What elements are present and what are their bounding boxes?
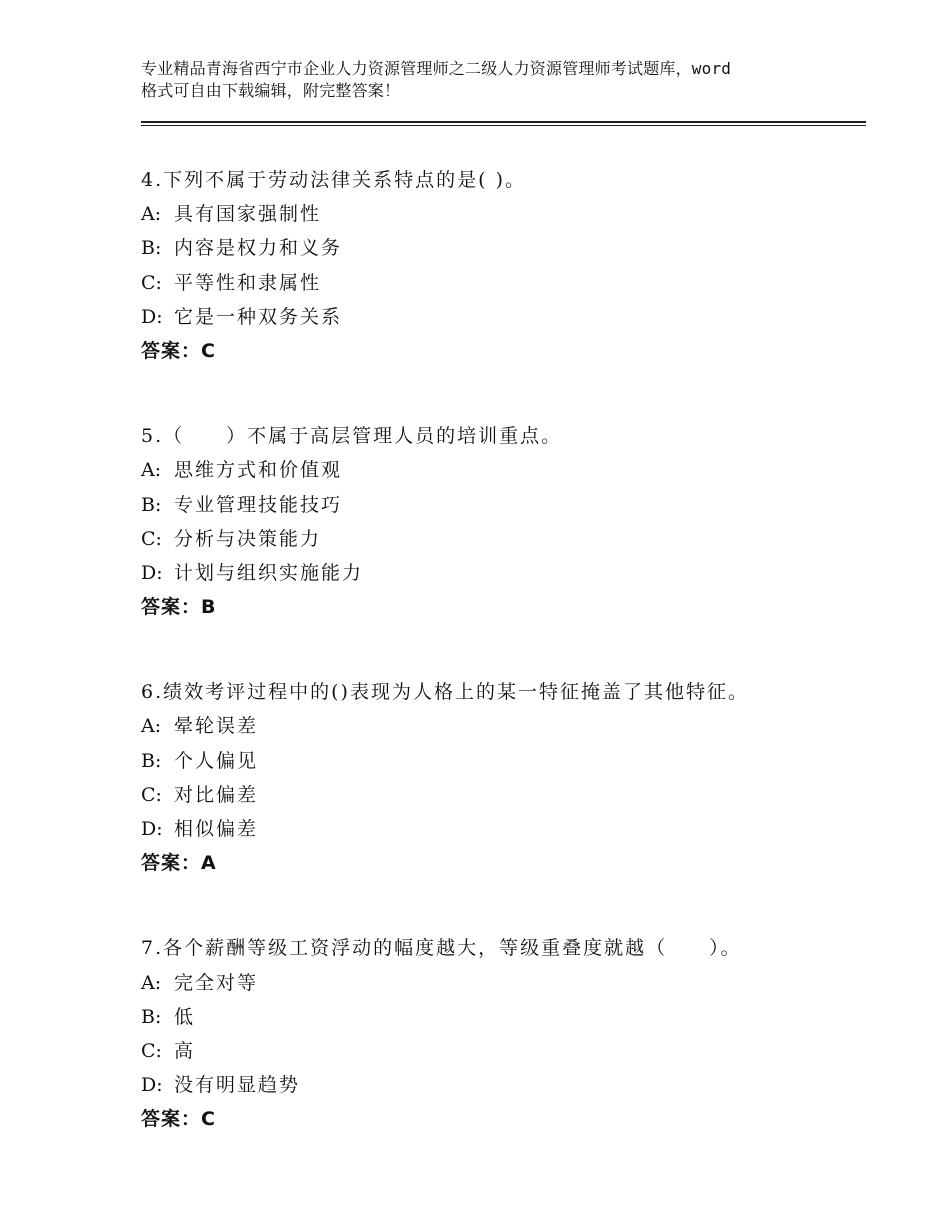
option-text: 内容是权力和义务 bbox=[174, 237, 343, 260]
question-stem: 4.下列不属于劳动法律关系特点的是( )。 bbox=[141, 169, 526, 191]
document-header bbox=[141, 58, 841, 102]
option-letter: A: bbox=[141, 459, 162, 482]
option-a bbox=[141, 966, 866, 1000]
option-text: 完全对等 bbox=[174, 971, 259, 994]
option-text: 晕轮误差 bbox=[174, 715, 259, 738]
option-c bbox=[141, 266, 866, 300]
option-letter: C: bbox=[141, 527, 162, 550]
option-letter: D: bbox=[141, 561, 163, 584]
option-a bbox=[141, 197, 866, 231]
option-text: 它是一种双务关系 bbox=[174, 305, 343, 328]
option-text: 对比偏差 bbox=[174, 783, 259, 806]
option-text: 高 bbox=[174, 1039, 196, 1062]
option-d bbox=[141, 556, 866, 590]
question-stem: 6.绩效考评过程中的()表现为人格上的某一特征掩盖了其他特征。 bbox=[141, 681, 749, 704]
option-b bbox=[141, 231, 866, 265]
option-letter: A: bbox=[141, 715, 162, 738]
question-6 bbox=[141, 675, 866, 880]
header-line-1: 专业精品青海省西宁市企业人力资源管理师之二级人力资源管理师考试题库，word bbox=[141, 59, 732, 78]
answer-label: 答案：C bbox=[141, 1108, 216, 1131]
option-text: 个人偏见 bbox=[174, 749, 259, 772]
option-c bbox=[141, 522, 866, 556]
option-letter: C: bbox=[141, 1039, 162, 1062]
option-text: 平等性和隶属性 bbox=[174, 271, 322, 294]
option-letter: A: bbox=[141, 971, 162, 994]
option-letter: B: bbox=[141, 493, 162, 516]
option-letter: C: bbox=[141, 783, 162, 806]
answer-label: 答案：B bbox=[141, 596, 217, 619]
option-letter: D: bbox=[141, 1074, 163, 1097]
question-5 bbox=[141, 419, 866, 624]
option-text: 低 bbox=[174, 1005, 196, 1028]
option-text: 计划与组织实施能力 bbox=[174, 561, 364, 584]
option-letter: B: bbox=[141, 237, 162, 260]
option-text: 思维方式和价值观 bbox=[174, 459, 343, 482]
answer-label: 答案：A bbox=[141, 852, 217, 875]
option-b bbox=[141, 1000, 866, 1034]
option-letter: B: bbox=[141, 1005, 162, 1028]
option-letter: D: bbox=[141, 305, 163, 328]
option-text: 没有明显趋势 bbox=[174, 1074, 301, 1097]
option-c bbox=[141, 778, 866, 812]
question-stem: 5.（ ）不属于高层管理人员的培训重点。 bbox=[141, 425, 563, 448]
option-letter: B: bbox=[141, 749, 162, 772]
question-list bbox=[141, 163, 866, 1188]
header-line-2: 格式可自由下载编辑，附完整答案！ bbox=[141, 81, 401, 100]
option-a bbox=[141, 709, 866, 743]
option-a bbox=[141, 453, 866, 487]
option-text: 相似偏差 bbox=[174, 818, 259, 840]
header-divider bbox=[141, 121, 866, 126]
question-7 bbox=[141, 931, 866, 1136]
answer-label: 答案：C bbox=[141, 339, 216, 362]
question-4 bbox=[141, 163, 866, 368]
option-b bbox=[141, 488, 866, 522]
option-text: 专业管理技能技巧 bbox=[174, 493, 343, 516]
question-stem: 7.各个薪酬等级工资浮动的幅度越大，等级重叠度就越（ ）。 bbox=[141, 937, 742, 960]
option-letter: C: bbox=[141, 271, 162, 294]
option-text: 具有国家强制性 bbox=[174, 203, 322, 226]
option-d bbox=[141, 300, 866, 334]
option-b bbox=[141, 744, 866, 778]
option-d bbox=[141, 812, 866, 846]
option-letter: A: bbox=[141, 203, 162, 226]
option-text: 分析与决策能力 bbox=[174, 527, 322, 550]
option-letter: D: bbox=[141, 818, 163, 840]
option-c bbox=[141, 1034, 866, 1068]
option-d bbox=[141, 1068, 866, 1102]
